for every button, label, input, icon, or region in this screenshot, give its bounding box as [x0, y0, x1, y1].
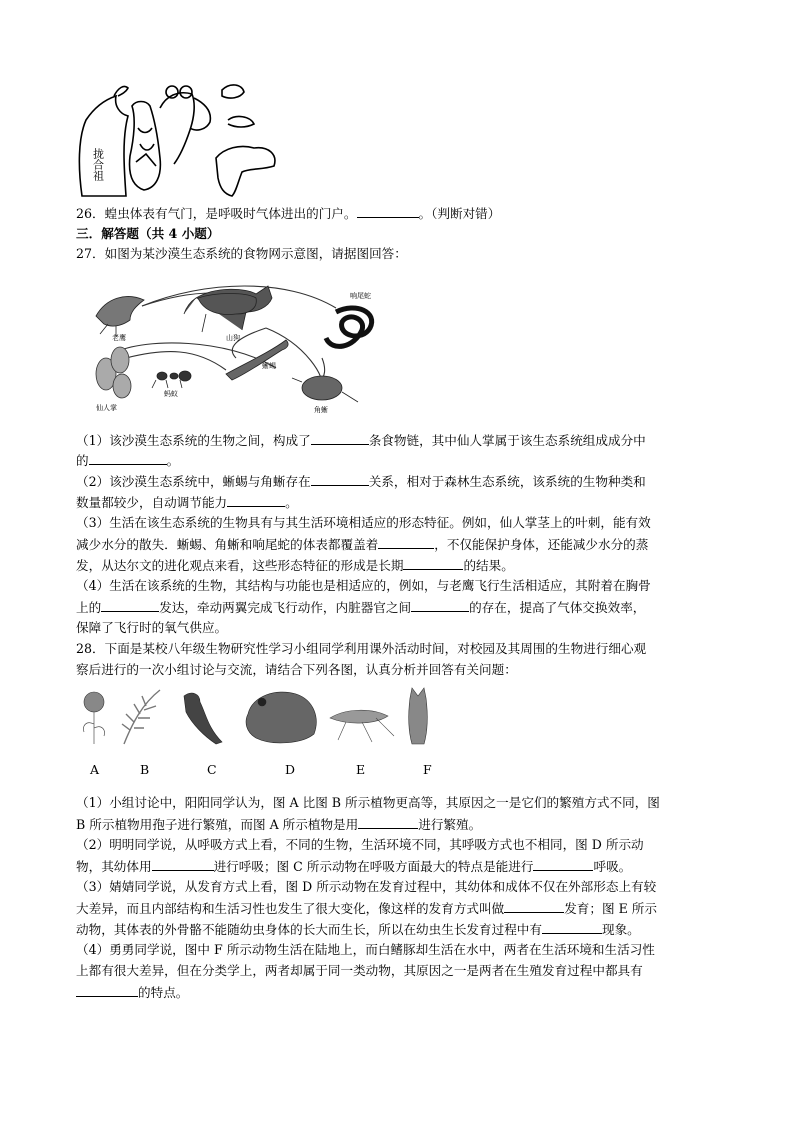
cat-icon: [409, 688, 428, 744]
q28-p3-line1: （3）婧婧同学说，从发育方式上看，图 D 所示动物在发育过程中，其幼体和成体不仅在外部形态上有较: [76, 879, 657, 894]
answer-blank[interactable]: [504, 900, 564, 913]
figure-letter-b: B: [140, 762, 150, 777]
q28-p1-line2: B 所示植物用孢子进行繁殖，而图 A 所示植物是用 进行繁殖。: [76, 817, 482, 832]
q27-p4-line2: 上的 发达，牵动两翼完成飞行动作，内脏器官之间 的存在，提高了气体交换效率，: [76, 600, 646, 615]
q28-p3-line3: 动物，其体表的外骨骼不能随幼虫身体的长大而生长，所以在幼虫生长发育过程中有 现象。: [76, 922, 640, 937]
bird-icon: [184, 693, 222, 744]
desert-food-web-figure: [86, 278, 398, 418]
fern-icon: [122, 690, 160, 744]
q27-p2-line1: （2）该沙漠生态系统中，蜥蜴与角蜥存在 关系，相对于森林生态系统，该系统的生物种类和: [76, 474, 646, 489]
label-cactus: 仙人掌: [96, 404, 117, 412]
q28-p4-line2: 上都有很大差异，但在分类学上，两者却属于同一类动物，其原因之一是两者在生殖发育过程中都具有: [76, 963, 643, 978]
cartoon-figure: [74, 78, 284, 200]
label-horned-lizard: 角蜥: [314, 406, 328, 414]
q27-p4-line1: （4）生活在该系统的生物，其结构与功能也是相适应的，例如，与老鹰飞行生活相适应，其附着在胸骨: [76, 578, 651, 593]
q27-stem: 27．如图为某沙漠生态系统的食物网示意图，请据图回答：: [76, 246, 407, 261]
grasshopper-icon: [330, 710, 394, 742]
figure-letter-c: C: [207, 762, 217, 777]
answer-blank[interactable]: [101, 599, 159, 612]
answer-blank[interactable]: [411, 599, 469, 612]
q27-p3-line1: （3）生活在该生态系统的生物具有与其生活环境相适应的形态特征。例如，仙人掌茎上的叶刺，能有效: [76, 515, 651, 530]
answer-blank[interactable]: [358, 816, 418, 829]
ant-icon: [152, 371, 191, 388]
horned-lizard-icon: [292, 376, 358, 402]
label-lizard: 蜥蜴: [262, 362, 276, 370]
q28-p4-line3: 的特点。: [76, 984, 188, 1001]
rattlesnake-icon: [326, 308, 372, 346]
answer-blank[interactable]: [403, 557, 463, 570]
q28-stem-line1: 28．下面是某校八年级生物研究性学习小组同学利用课外活动时间，对校园及其周围的生物进行细心观: [76, 641, 647, 656]
answer-blank[interactable]: [533, 858, 593, 871]
q27-p1-line1: （1）该沙漠生态系统的生物之间，构成了 条食物链，其中仙人掌属于该生态系统组成成分中: [76, 433, 646, 448]
q27-p3-line3: 发，从达尔文的进化观点来看，这些形态特征的形成是长期 的结果。: [76, 558, 514, 573]
q27-p2-line2: 数量都较少，自动调节能力 。: [76, 495, 298, 510]
q28-p2-line2: 物，其幼体用 进行呼吸；图 C 所示动物在呼吸方面最大的特点是能进行 呼吸。: [76, 859, 632, 874]
q28-p2-line1: （2）明明同学说，从呼吸方式上看，不同的生物，生活环境不同，其呼吸方式也不相同，图 D 所示动: [76, 837, 644, 852]
figure-letter-d: D: [285, 762, 296, 777]
label-eagle: 老鹰: [112, 334, 126, 342]
label-coyote: 山狗: [226, 334, 240, 342]
organisms-figure: [76, 684, 436, 750]
q28-p4-line1: （4）勇勇同学说，图中 F 所示动物生活在陆地上，而白鳍豚却生活在水中，两者在生活环境和生活习性: [76, 942, 655, 957]
figure-letter-f: F: [423, 762, 432, 777]
coyote-icon: [184, 286, 272, 332]
flower-icon: [83, 692, 104, 744]
lizard-icon: [226, 340, 288, 380]
answer-blank[interactable]: [378, 536, 434, 549]
figure-letter-a: A: [90, 762, 100, 777]
figure-letter-e: E: [356, 762, 366, 777]
cartoon-label: 拢合祖: [91, 148, 105, 181]
q27-p1-line2: 的 。: [76, 453, 180, 468]
q26-line: 26．蝗虫体表有气门，是呼吸时气体进出的门户。 。（判断对错）: [76, 206, 501, 221]
eagle-icon: [96, 297, 144, 336]
answer-blank[interactable]: [152, 858, 214, 871]
frog-icon: [246, 692, 316, 743]
answer-blank[interactable]: [89, 452, 167, 465]
answer-blank[interactable]: [311, 473, 369, 486]
q28-p3-line2: 大差异，而且内部结构和生活习性也发生了很大变化，像这样的发育方式叫做 发育；图 E 所示: [76, 901, 657, 916]
label-rattlesnake: 响尾蛇: [350, 292, 371, 300]
q28-p1-line1: （1）小组讨论中，阳阳同学认为，图 A 比图 B 所示植物更高等，其原因之一是它们的繁殖方式不同，图: [76, 795, 660, 810]
section-title: 三．解答题（共 4 小题）: [76, 226, 220, 241]
answer-blank[interactable]: [357, 205, 419, 218]
q27-p3-line2: 减少水分的散失．蜥蜴、角蜥和响尾蛇的体表都覆盖着 ，不仅能保护身体，还能减少水分的蒸: [76, 537, 649, 552]
answer-blank[interactable]: [227, 494, 285, 507]
q28-stem-line2: 察后进行的一次小组讨论与交流，请结合下列各图，认真分析并回答有关问题：: [76, 662, 517, 677]
answer-blank[interactable]: [311, 432, 369, 445]
answer-blank[interactable]: [76, 984, 138, 997]
q27-p4-line3: 保障了飞行时的氧气供应。: [76, 620, 228, 635]
answer-blank[interactable]: [542, 921, 602, 934]
cactus-icon: [96, 347, 131, 398]
label-ant: 蚂蚁: [164, 390, 178, 398]
